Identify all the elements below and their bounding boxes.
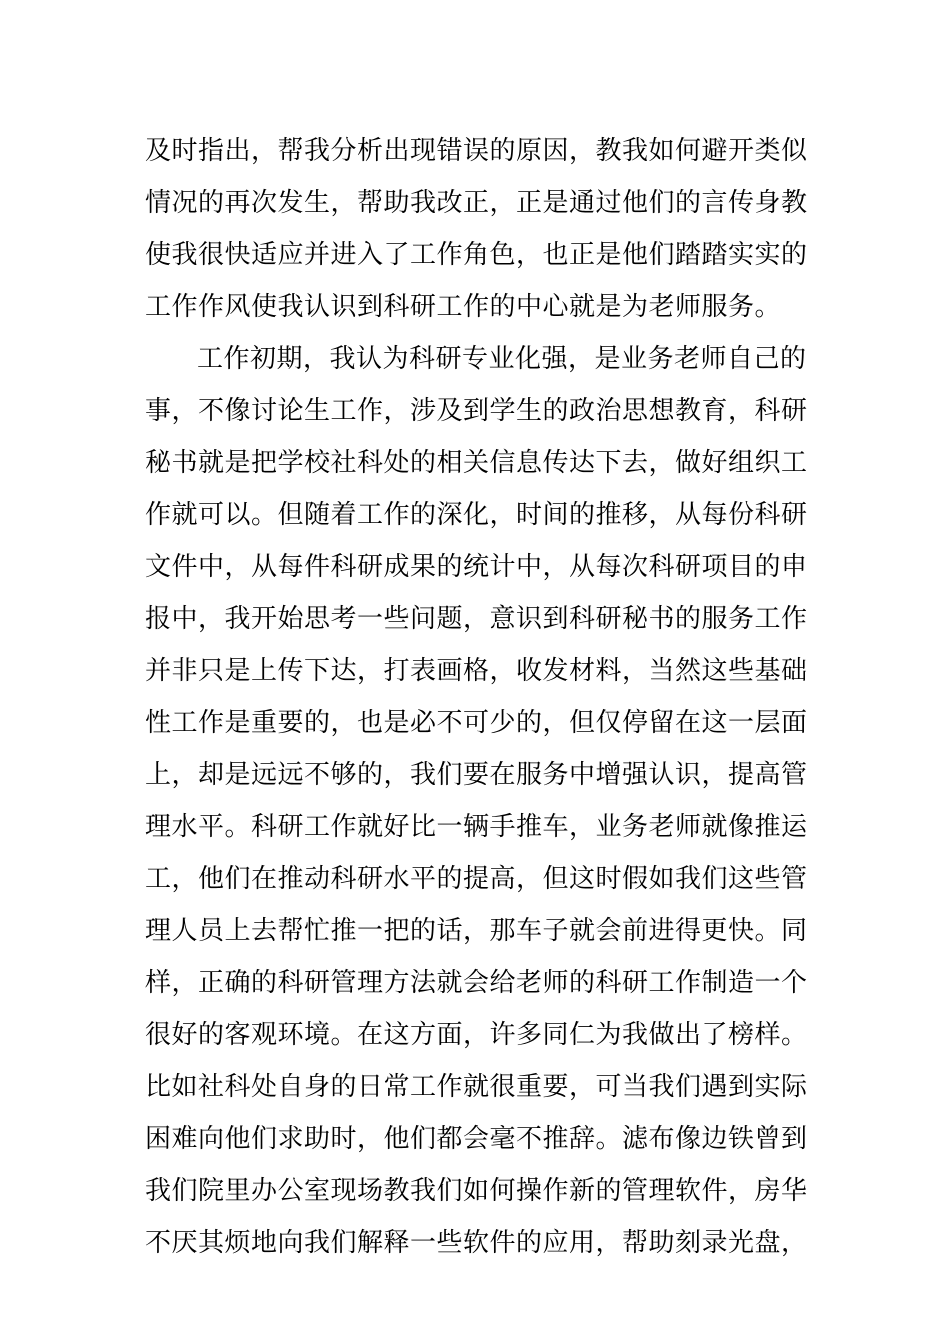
text-line: 比如社科处自身的日常工作就很重要，可当我们遇到实际 [145, 1072, 808, 1102]
text-line: 报中，我开始思考一些问题，意识到科研秘书的服务工作 [145, 604, 808, 634]
text-line: 工作作风使我认识到科研工作的中心就是为老师服务。 [145, 292, 782, 322]
text-line: 困难向他们求助时，他们都会毫不推辞。滤布像边铁曾到 [145, 1124, 808, 1154]
text-line: 及时指出，帮我分析出现错误的原因，教我如何避开类似 [145, 136, 808, 166]
text-line: 使我很快适应并进入了工作角色，也正是他们踏踏实实的 [145, 240, 808, 270]
text-line: 并非只是上传下达，打表画格，收发材料，当然这些基础 [145, 656, 808, 686]
text-line: 很好的客观环境。在这方面，许多同仁为我做出了榜样。 [145, 1020, 808, 1050]
text-line: 性工作是重要的，也是必不可少的，但仅停留在这一层面 [145, 708, 808, 738]
body-text [145, 129, 815, 1273]
text-line: 上，却是远远不够的，我们要在服务中增强认识，提高管 [145, 760, 808, 790]
text-line: 事，不像讨论生工作，涉及到学生的政治思想教育，科研 [145, 396, 808, 426]
paragraph-start-line: 工作初期，我认为科研专业化强，是业务老师自己的 [197, 344, 807, 374]
text-line: 不厌其烦地向我们解释一些软件的应用，帮助刻录光盘， [145, 1228, 808, 1258]
text-line: 作就可以。但随着工作的深化，时间的推移，从每份科研 [145, 500, 808, 530]
text-line: 我们院里办公室现场教我们如何操作新的管理软件，房华 [145, 1176, 808, 1206]
text-line: 理人员上去帮忙推一把的话，那车子就会前进得更快。同 [145, 916, 808, 946]
text-line: 工，他们在推动科研水平的提高，但这时假如我们这些管 [145, 864, 808, 894]
text-line: 文件中，从每件科研成果的统计中，从每次科研项目的申 [145, 552, 808, 582]
text-line: 秘书就是把学校社科处的相关信息传达下去，做好组织工 [145, 448, 808, 478]
text-line: 情况的再次发生，帮助我改正，正是通过他们的言传身教 [145, 188, 808, 218]
text-line: 样，正确的科研管理方法就会给老师的科研工作制造一个 [145, 968, 808, 998]
text-line: 理水平。科研工作就好比一辆手推车，业务老师就像推运 [145, 812, 808, 842]
